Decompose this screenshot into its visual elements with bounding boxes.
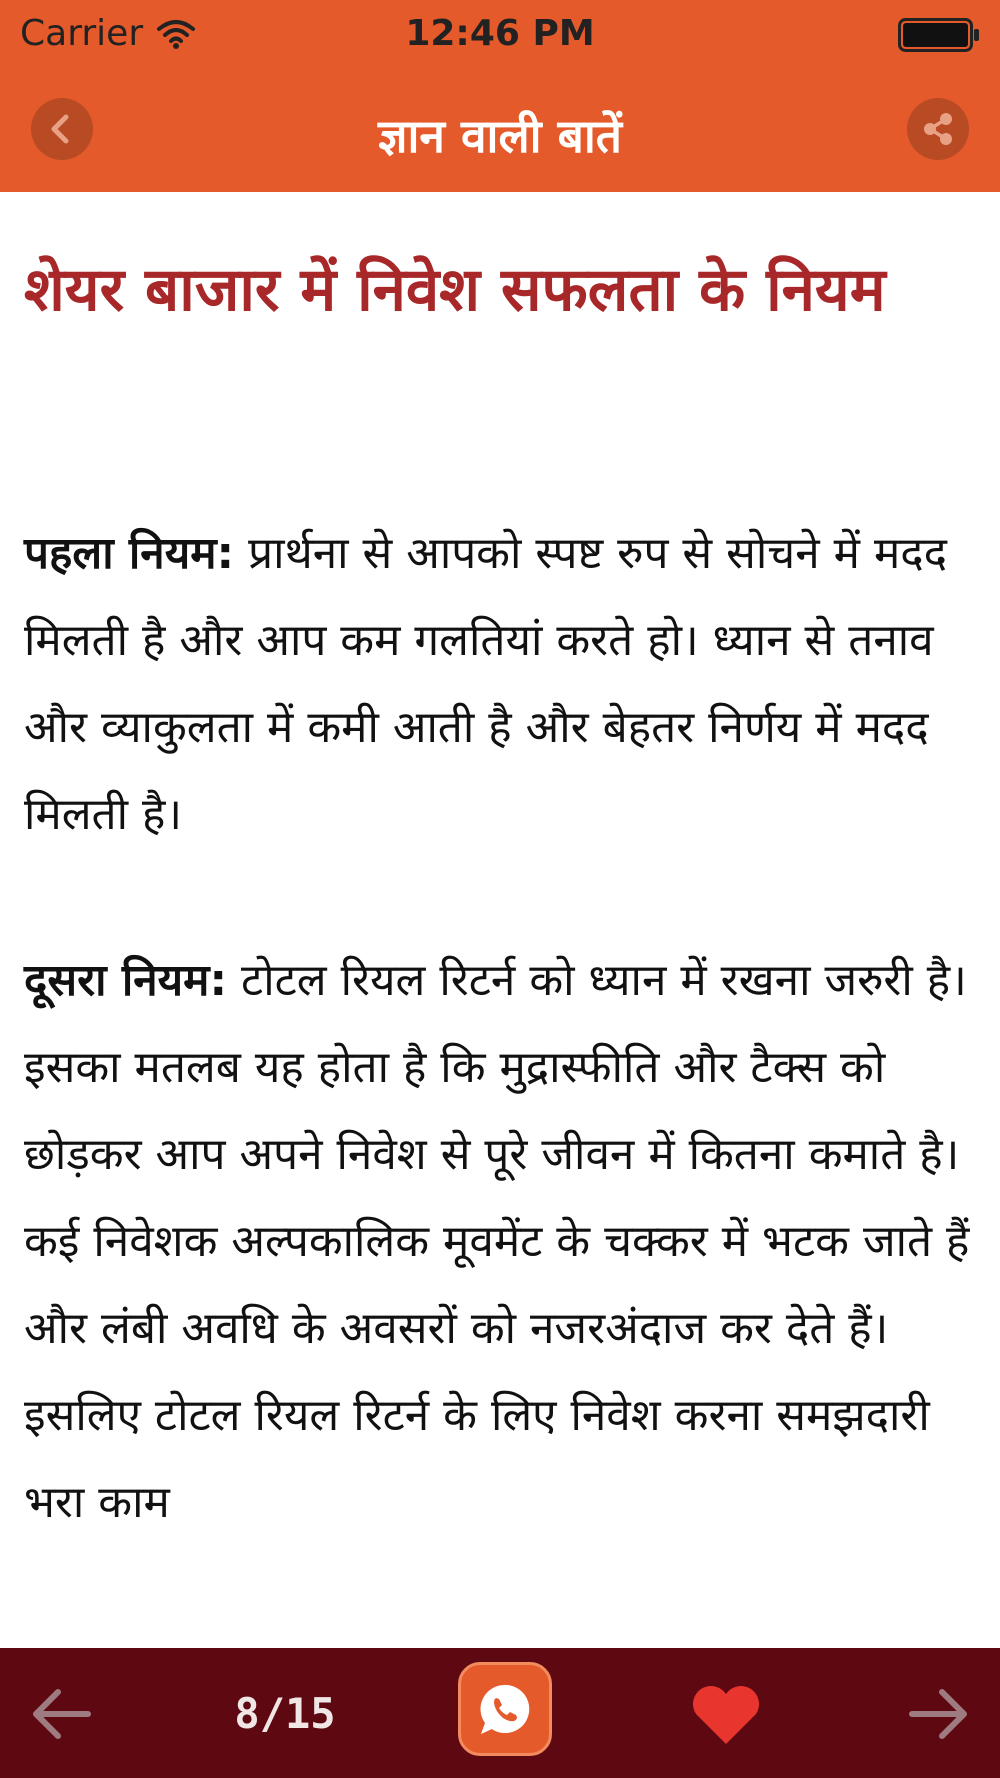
heart-icon[interactable] [690, 1684, 762, 1746]
rule-text: टोटल रियल रिटर्न को ध्यान में रखना जरुरी है। इसका मतलब यह होता है कि मुद्रास्फीति और टैक्स को छोड़कर आप अपने निवेश से पूरे जीवन में कितना कमाते है। कई निवेशक अल्पकालिक मूवमेंट के चक्कर में भटक जाते हैं और लंबी अवधि के अवसरों को नजरअंदाज कर देते हैं। इसलिए टोटल रियल रिटर्न के लिए निवेश करना समझदारी भरा काम [24, 955, 970, 1528]
carrier-label: Carrier [20, 13, 144, 54]
top-bar [0, 0, 1000, 192]
battery-icon [898, 18, 980, 52]
share-button[interactable] [907, 98, 969, 160]
rule-label: पहला नियम: [24, 528, 235, 579]
arrow-left-icon[interactable] [28, 1681, 94, 1747]
page-counter: 8/15 [234, 1689, 336, 1738]
whatsapp-icon [475, 1679, 535, 1739]
rule-label: दूसरा नियम: [24, 955, 228, 1006]
status-bar-time: 12:46 PM [405, 13, 595, 54]
whatsapp-share-button[interactable] [458, 1662, 552, 1756]
page-title: ज्ञान वाली बातें [378, 109, 622, 163]
article-content[interactable] [0, 192, 1000, 1648]
arrow-right-icon[interactable] [906, 1681, 972, 1747]
bottom-bar [0, 1648, 1000, 1778]
article-title: शेयर बाजार में निवेश सफलता के नियम [24, 255, 886, 325]
article-paragraph [24, 510, 974, 858]
rule-text: प्रार्थना से आपको स्पष्ट रुप से सोचने में मदद मिलती है और आप कम गलतियां करते हो। ध्यान से तनाव और व्याकुलता में कमी आती है और बेहतर निर्णय में मदद मिलती है। [24, 528, 947, 840]
article-paragraph [24, 937, 974, 1546]
share-icon [920, 111, 956, 147]
